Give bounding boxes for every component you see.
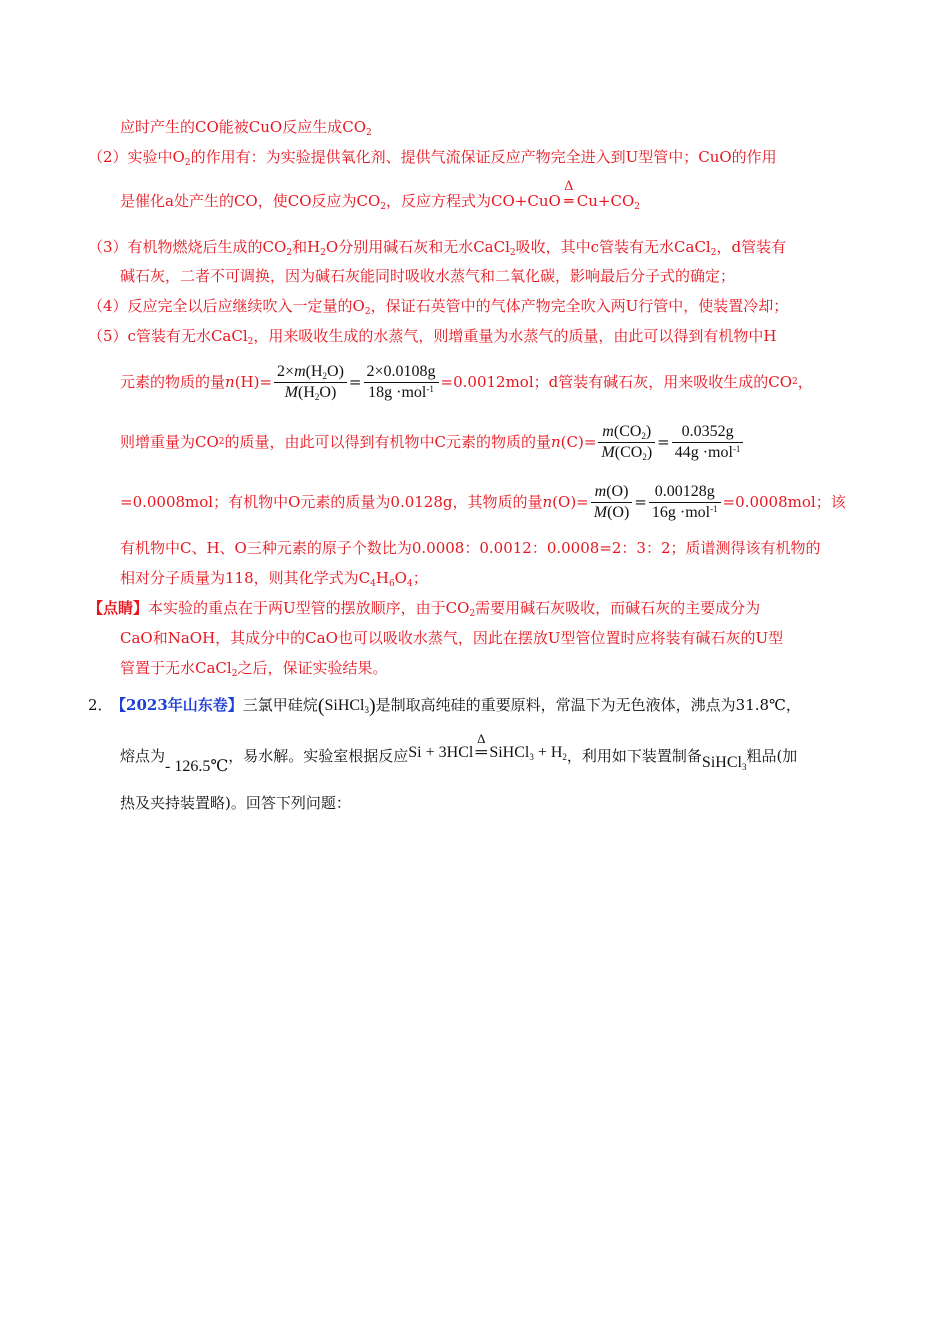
answer-part-5-line-1: （5）c管装有无水CaCl$_2$，用来吸收生成的水蒸气，则增重量为水蒸气的质量，由此可以得到有机物中H	[88, 327, 777, 347]
question-source: 【2023年山东卷】	[118, 696, 243, 714]
fraction-nC-formula: $\frac{m(CO_2)}{M(CO_2)}$	[598, 422, 655, 463]
answer-part-3-line-2: 碱石灰，二者不可调换，因为碱石灰能同时吸收水蒸气和二氧化碳，影响最后分子式的确定；	[120, 267, 736, 285]
tip-line-1: 【点睛】本实验的重点在于两U型管的摆放顺序，由于$CO_2$需要用碱石灰吸收，而碱石灰的主要成分为	[88, 599, 761, 619]
answer-part-5-line-6: 相对分子质量为118，则其化学式为$C_4H_6O_4$；	[120, 569, 428, 589]
formula-sihcl3: (SiHCl$_3$)	[317, 695, 376, 717]
answer-part-2-line-2: 是催化a处产生的CO，使CO反应为$CO_2$，反应方程式为CO+CuO Δ ═ $Cu+CO_2$	[120, 179, 641, 212]
question-number: 2．	[88, 696, 113, 714]
fraction-nC-values: $\frac{0.0352g}{44g \cdot mol^{-1}}$	[672, 422, 744, 463]
tip-line-2: CaO和NaOH，其成分中的CaO也可以吸收水蒸气，因此在摆放U型管位置时应将装有碱石灰的U型	[120, 629, 784, 647]
tip-line-3: 管置于无水CaCl$_2$之后，保证实验结果。	[120, 659, 388, 679]
question-2-line-2: 熔点为- 126.5℃，易水解。实验室根据反应Si + 3HCl Δ ═ SiHCl$_3$ + $H_2$，利用如下装置制备SiHCl$_3$粗品(加	[120, 731, 798, 775]
reaction-equation: Si + 3HCl Δ ═ SiHCl$_3$ + $H_2$	[408, 731, 567, 762]
heat-delta-sign: Δ ═	[564, 179, 574, 210]
answer-part-4: （4）反应完全以后应继续吹入一定量的$O_2$，保证石英管中的气体产物完全吹入两U行管中，使装置冷却；	[88, 297, 789, 317]
fraction-nO-formula: $\frac{m(O)}{M(O)}$	[591, 482, 633, 523]
answer-part-5-line-3: 则增重量为CO 2 的质量，由此可以得到有机物中C元素的物质的量 n (C)= $\frac{m(CO_2)}{M(CO_2)}$ = $\frac{0.0352g}{44g \cdot mol^{-1}}$	[120, 420, 745, 464]
answer-part-5-line-2: 元素的物质的量 n (H)= $\frac{2\times m(H_2O)}{M(H_2O)}$ = $\frac{2\times 0.0108g}{18g \cdot mol^{-1}}$ =0.0012mol；d管装有碱石灰，用来吸收生成的CO 2 ，	[120, 362, 813, 402]
answer-part-5-line-5: 有机物中C、H、O三种元素的原子个数比为0.0008：0.0012：0.0008=2：3：2；质谱测得该有机物的	[120, 539, 821, 557]
answer-part-3-line-1: （3）有机物燃烧后生成的$CO_2$和$H_2O$分别用碱石灰和无水CaCl$_2$吸收，其中c管装有无水CaCl$_2$，d管装有	[88, 238, 787, 258]
question-2-line-3: 热及夹持装置略)。回答下列问题：	[120, 794, 351, 812]
answer-part-5-line-4: =0.0008mol；有机物中O元素的质量为0.0128g，其物质的量 n (O)= $\frac{m(O)}{M(O)}$ = $\frac{0.00128g}{16g \cdot mol^{-1}}$ =0.0008mol；该	[120, 482, 846, 521]
answer-line-0: 应时产生的CO能被CuO反应生成$CO_2$	[120, 118, 372, 138]
formula-sihcl3-2: SiHCl$_3$	[701, 754, 747, 772]
fraction-nO-values: $\frac{0.00128g}{16g \cdot mol^{-1}}$	[649, 482, 721, 523]
answer-part-2-line-1: （2）实验中$O_2$的作用有：为实验提供氧化剂、提供气流保证反应产物完全进入到U型管中；CuO的作用	[88, 148, 777, 168]
tip-label: 【点睛】	[88, 599, 149, 617]
question-2-line-1: 2． 【2023年山东卷】三氯甲硅烷(SiHCl$_3$)是制取高纯硅的重要原料，常温下为无色液体，沸点为31.8℃，	[88, 695, 801, 717]
fraction-nH-values: $\frac{2\times 0.0108g}{18g \cdot mol^{-1}}$	[364, 362, 439, 403]
fraction-nH-formula: $\frac{2\times m(H_2O)}{M(H_2O)}$	[274, 362, 347, 403]
